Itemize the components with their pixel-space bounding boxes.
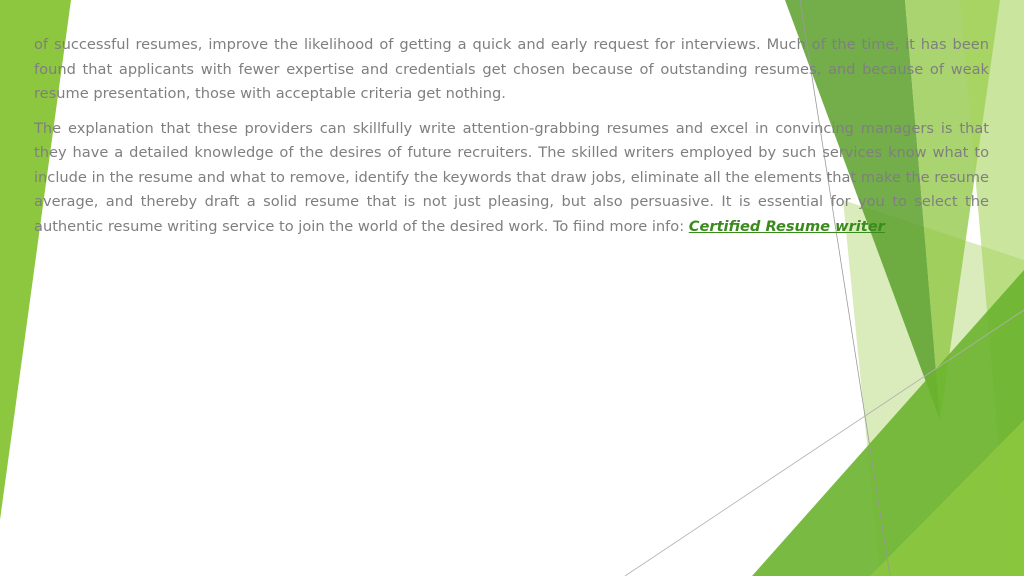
paragraph-2 <box>34 117 989 240</box>
paragraph-2-text: The explanation that these providers can skillfully write attention-grabbing resumes and excel in convincing managers is that they have a detailed knowledge of the desires of future recruiters. The skilled writers employed by such services know what to include in the resume and what to remove, identify the keywords that draw jobs, eliminate all the elements that make the resume average, and thereby draft a solid resume that is not just pleasing, but also persuasive. It is essential for you to select the authentic resume writing service to join the world of the desired work. To fiind more info: <box>34 119 989 235</box>
certified-resume-writer-link[interactable]: Certified Resume writer <box>688 217 885 235</box>
paragraph-1: of successful resumes, improve the likelihood of getting a quick and early request for interviews. Much of the time, it has been found that applicants with fewer expertise and credentials get chosen because of outstanding resumes, and because of weak resume presentation, those with acceptable criteria get nothing. <box>34 36 989 102</box>
text-content <box>34 33 989 249</box>
